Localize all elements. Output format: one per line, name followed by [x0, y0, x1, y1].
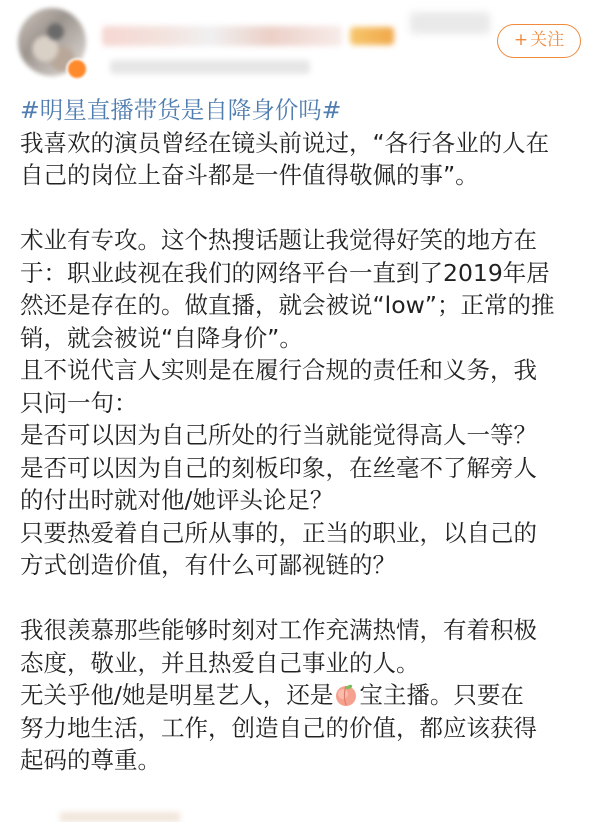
vip-badge-redacted — [350, 27, 394, 45]
paragraph-gap — [20, 192, 588, 225]
post-text-line: 态度，敬业，并且热爱自己事业的人。 — [20, 648, 420, 677]
follow-label: 关注 — [530, 30, 565, 50]
post-text-line: 于：职业歧视在我们的网络平台一直到了2019年居 — [20, 258, 550, 287]
post-text-line: 我喜欢的演员曾经在镜头前说过，“各行各业的人在 — [20, 128, 550, 157]
post-text-line: 术业有专攻。这个热搜话题让我觉得好笑的地方在 — [20, 226, 537, 254]
plus-icon: + — [513, 30, 529, 50]
follow-button[interactable] — [497, 24, 581, 58]
post-text-line: 我很羡慕那些能够时刻对工作充满热情，有着积极 — [20, 616, 537, 644]
verified-badge-icon — [66, 58, 88, 80]
post-text-line: 方式创造价值，有什么可鄙视链的？ — [20, 551, 396, 579]
post-text-line: 的付出时就对他/她评头论足？ — [20, 486, 334, 514]
paragraph-gap — [20, 582, 588, 615]
header-redacted — [410, 12, 490, 34]
post-text-line — [20, 679, 588, 712]
post-text-line: 销，就会被说“自降身价”。 — [20, 323, 303, 352]
post-meta-redacted — [110, 60, 310, 74]
post-text-fragment: 无关乎他/她是明星艺人，还是 — [20, 681, 334, 709]
post-text-line: 努力地生活，工作，创造自己的价值，都应该获得 — [20, 713, 537, 742]
post-text-line: 然还是存在的。做直播，就会被说“low”；正常的推 — [20, 291, 555, 319]
hashtag-link[interactable]: #明星直播带货是自降身价吗# — [20, 96, 342, 124]
post-body — [20, 94, 588, 777]
username-redacted[interactable] — [102, 26, 342, 46]
post-text-line: 自己的岗位上奋斗都是一件值得敬佩的事”。 — [20, 161, 479, 189]
post-text-line: 且不说代言人实则是在履行合规的责任和义务，我 — [20, 356, 537, 384]
hashtag-line — [20, 94, 588, 127]
post-header — [0, 0, 600, 88]
post-text-line: 只问一句： — [20, 388, 138, 417]
post-text-line: 是否可以因为自己所处的行当就能觉得高人一等？ — [20, 421, 537, 449]
peach-icon — [334, 683, 358, 707]
post-text-line: 是否可以因为自己的刻板印象，在丝毫不了解旁人 — [20, 453, 537, 482]
post-text-line: 只要热爱着自己所从事的，正当的职业，以自己的 — [20, 518, 537, 547]
post-text-line: 起码的尊重。 — [20, 746, 161, 774]
post-text-fragment: 宝主播。只要在 — [359, 681, 524, 709]
